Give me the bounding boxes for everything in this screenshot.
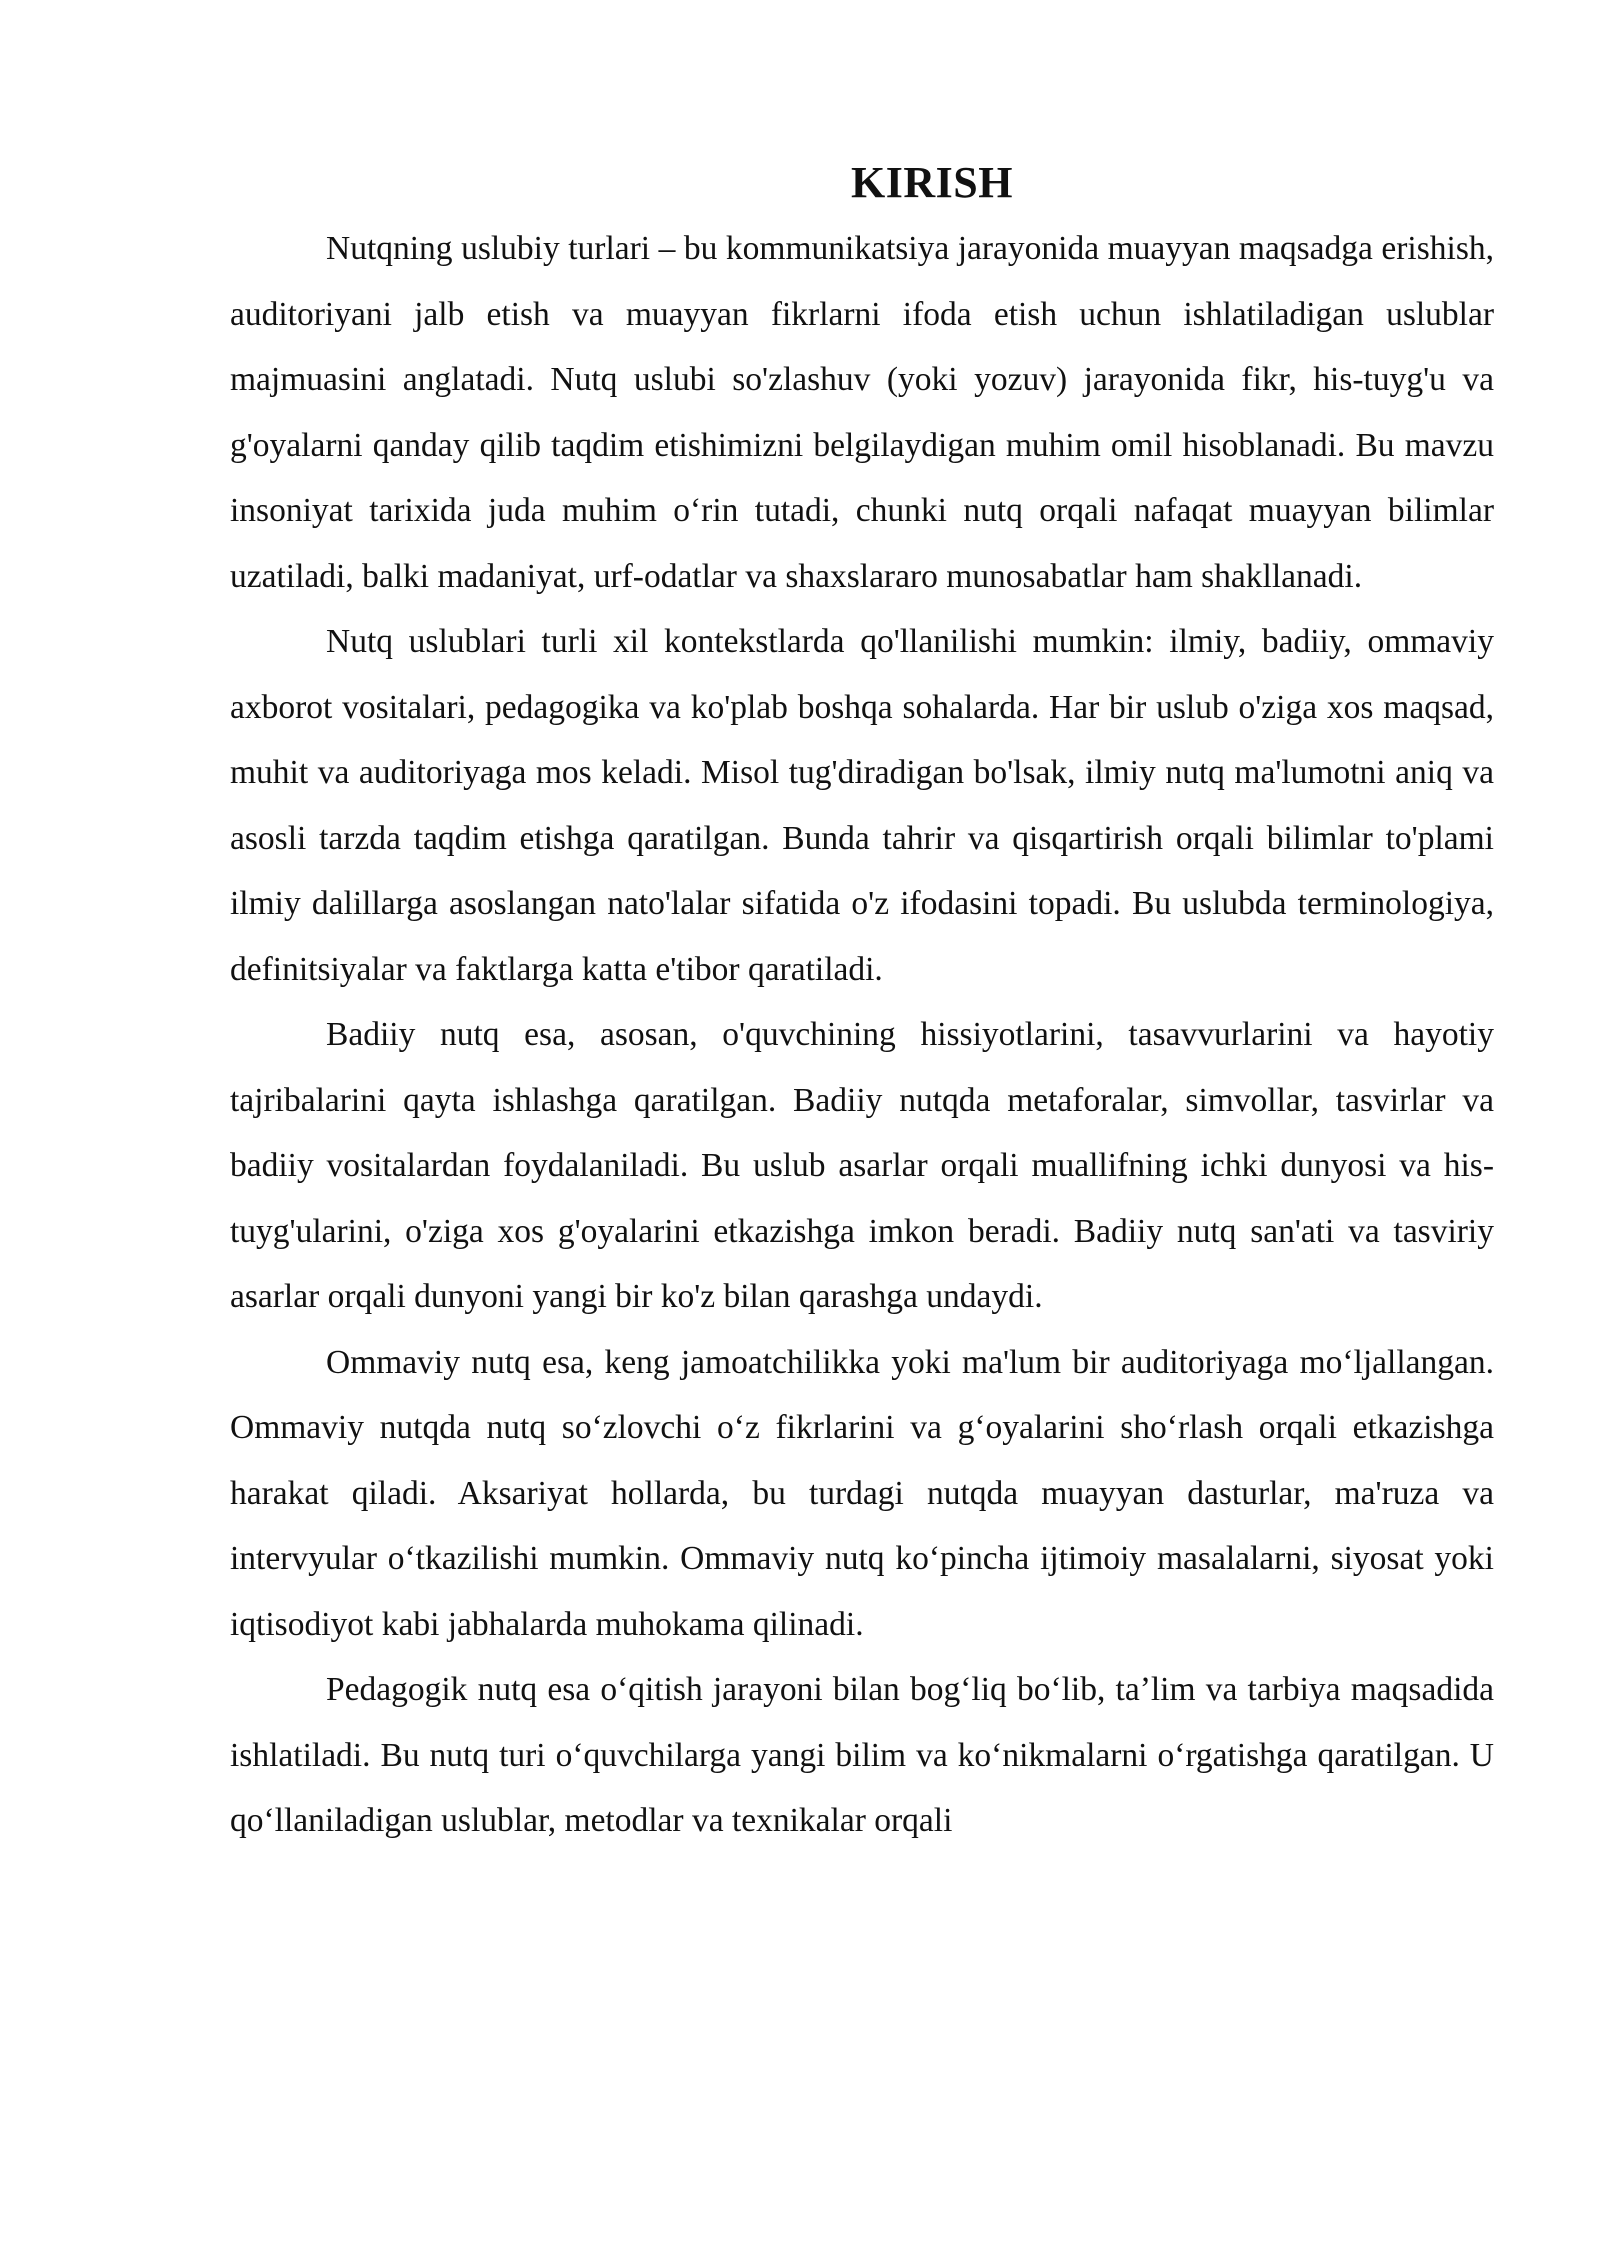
- paragraph-intro: Nutqning uslubiy turlari – bu kommunikatsiya jarayonida muayyan maqsadga erishish, auditoriyani jalb etish va muayyan fikrlarni ifoda etish uchun ishlatiladigan uslublar majmuasini anglatadi. Nutq uslubi so'zlashuv (yoki yozuv) jarayonida fikr, his-tuyg'u va g'oyalarni qanday qilib taqdim etishimizni belgilaydigan muhim omil hisoblanadi. Bu mavzu insoniyat tarixida juda muhim oʻrin tutadi, chunki nutq orqali nafaqat muayyan bilimlar uzatiladi, balki madaniyat, urf-odatlar va shaxslararo munosabatlar ham shakllanadi.: [230, 230, 1494, 595]
- paragraph-artistic-style: Badiiy nutq esa, asosan, o'quvchining hissiyotlarini, tasavvurlarini va hayotiy tajribalarini qayta ishlashga qaratilgan. Badiiy nutqda metaforalar, simvollar, tasvirlar va badiiy vositalardan foydalaniladi. Bu uslub asarlar orqali muallifning ichki dunyosi va his-tuyg'ularini, o'ziga xos g'oyalarini etkazishga imkon beradi. Badiiy nutq san'ati va tasviriy asarlar orqali dunyoni yangi bir ko'z bilan qarashga undaydi.: [230, 1016, 1494, 1315]
- document-body: [230, 150, 1494, 1854]
- paragraph-public-style: Ommaviy nutq esa, keng jamoatchilikka yoki ma'lum bir auditoriyaga moʻljallangan. Ommaviy nutqda nutq soʻzlovchi oʻz fikrlarini va gʻoyalarini shoʻrlash orqali etkazishga harakat qiladi. Aksariyat hollarda, bu turdagi nutqda muayyan dasturlar, ma'ruza va intervyular oʻtkazilishi mumkin. Ommaviy nutq koʻpincha ijtimoiy masalalarni, siyosat yoki iqtisodiyot kabi jabhalarda muhokama qilinadi.: [230, 1343, 1494, 1643]
- page-title: KIRISH: [851, 158, 1013, 207]
- paragraph-scientific-style: Nutq uslublari turli xil kontekstlarda qo'llanilishi mumkin: ilmiy, badiiy, ommaviy axborot vositalari, pedagogika va ko'plab boshqa sohalarda. Har bir uslub o'ziga xos maqsad, muhit va auditoriyaga mos keladi. Misol tug'diradigan bo'lsak, ilmiy nutq ma'lumotni aniq va asosli tarzda taqdim etishga qaratilgan. Bunda tahrir va qisqartirish orqali bilimlar to'plami ilmiy dalillarga asoslangan nato'lalar sifatida o'z ifodasini topadi. Bu uslubda terminologiya, definitsiyalar va faktlarga katta e'tibor qaratiladi.: [230, 623, 1494, 988]
- paragraph-pedagogical-style: Pedagogik nutq esa oʻqitish jarayoni bilan bogʻliq boʻlib, taʼlim va tarbiya maqsadida ishlatiladi. Bu nutq turi oʻquvchilarga yangi bilim va koʻnikmalarni oʻrgatishga qaratilgan. U qoʻllaniladigan uslublar, metodlar va texnikalar orqali: [230, 1671, 1494, 1839]
